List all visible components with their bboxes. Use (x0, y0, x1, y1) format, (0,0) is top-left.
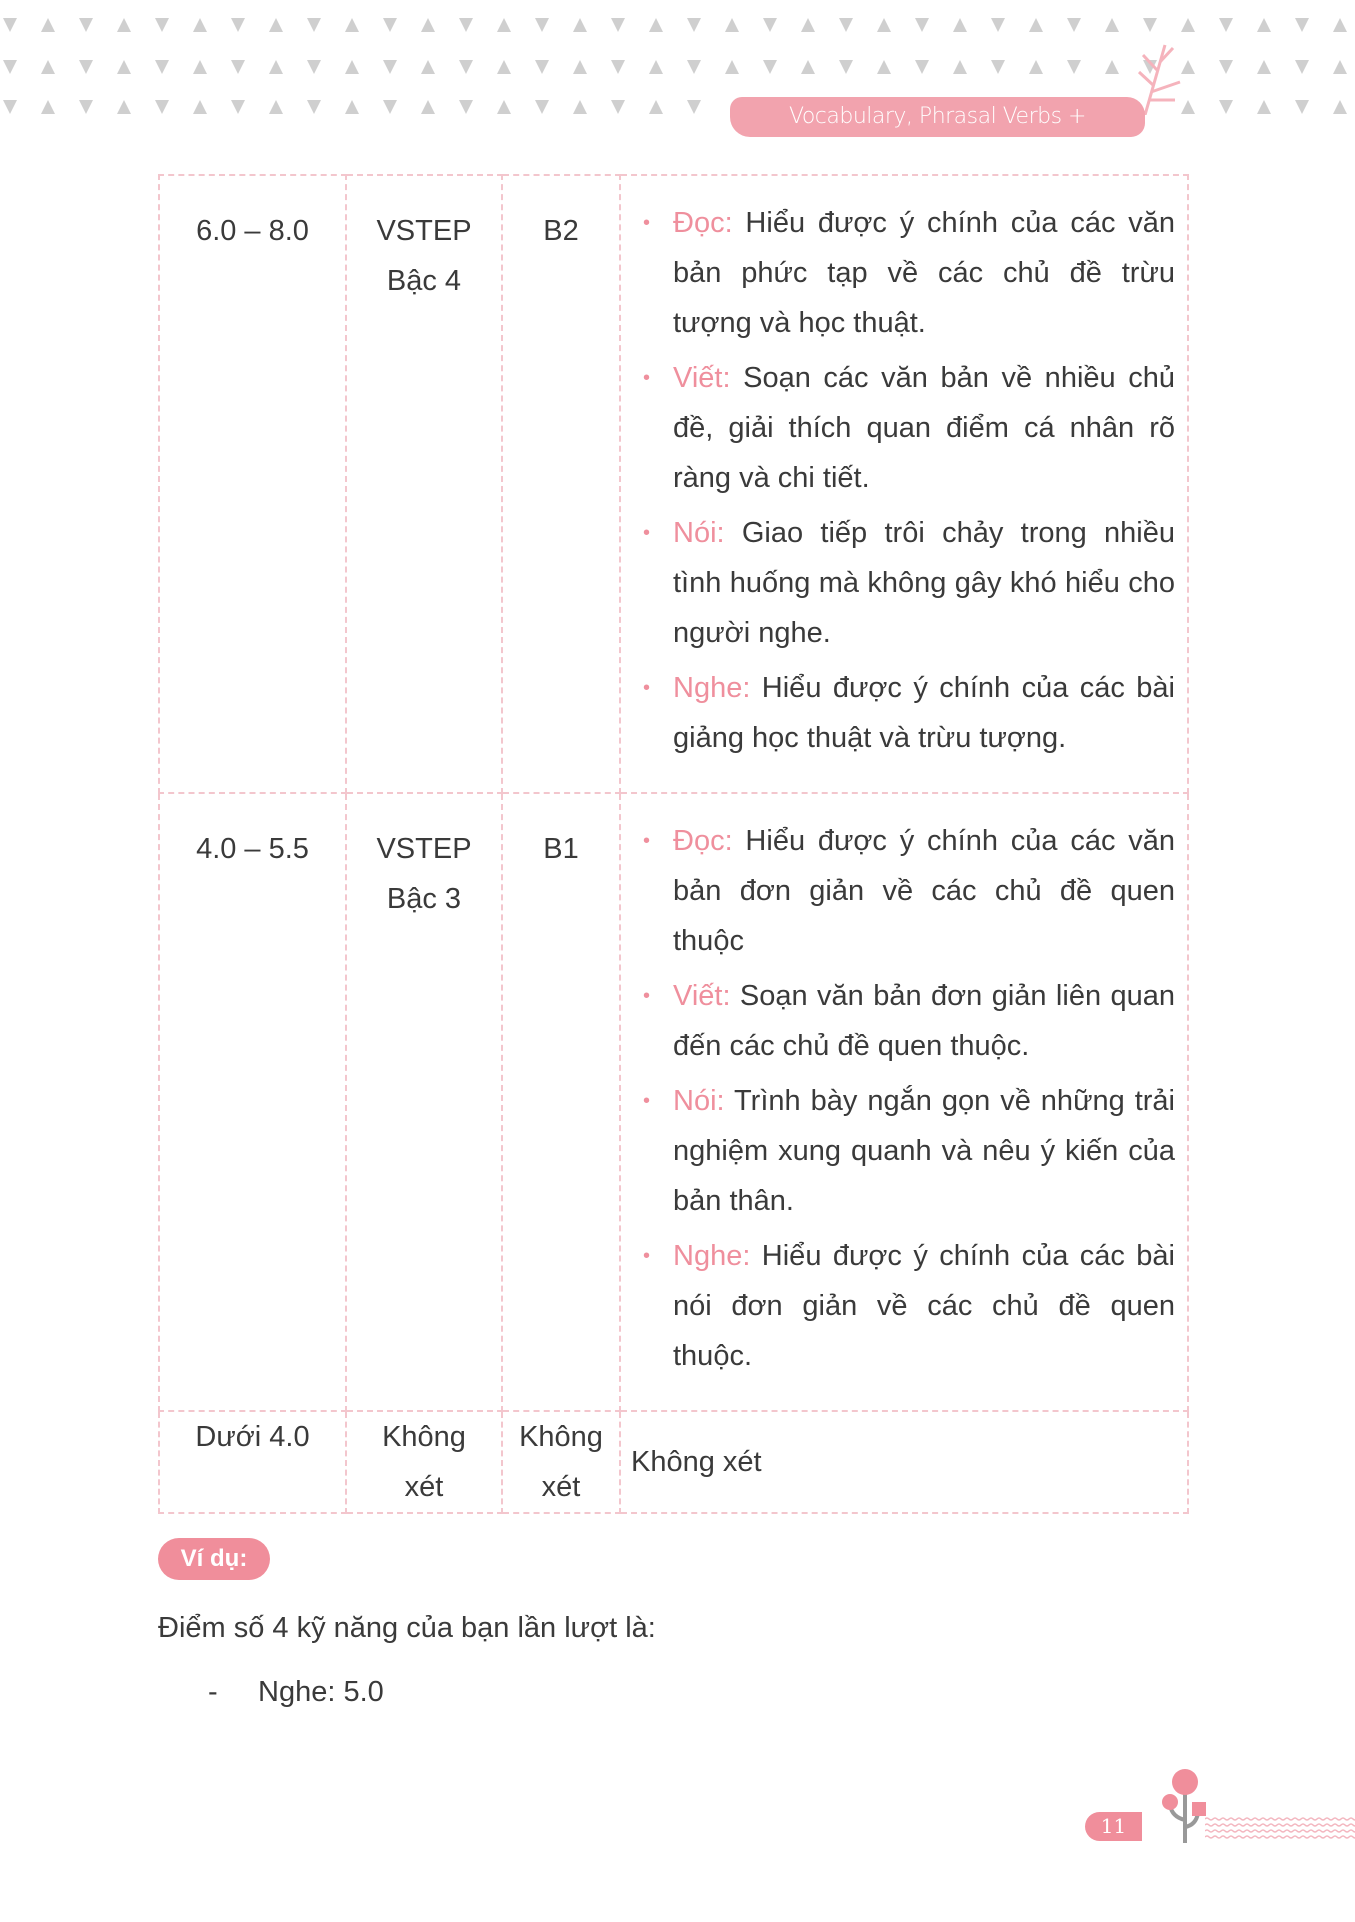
triangle-shape (1333, 18, 1347, 32)
triangle-shape (1067, 60, 1081, 74)
example-badge: Ví dụ: (158, 1538, 270, 1580)
triangle-shape (269, 100, 283, 114)
triangle-shape (801, 60, 815, 74)
triangle-shape (383, 100, 397, 114)
triangle-shape (573, 18, 587, 32)
description-cell (620, 175, 1188, 793)
triangle-shape (991, 18, 1005, 32)
triangle-shape (231, 100, 245, 114)
skill-text: Hiểu được ý chính của các văn bản phức tạp về các chủ đề trừu tượng và học thuật. (673, 207, 1175, 339)
header-banner: Vocabulary, Phrasal Verbs + Collocations (730, 97, 1145, 137)
triangle-shape (1105, 18, 1119, 32)
triangle-shape (649, 18, 663, 32)
triangle-shape (535, 100, 549, 114)
skill-text: Giao tiếp trôi chảy trong nhiều tình huống mà không gây khó hiểu cho người nghe. (673, 517, 1175, 649)
triangle-shape (573, 100, 587, 114)
vstep-line: VSTEP (376, 833, 472, 865)
triangle-shape (383, 18, 397, 32)
triangle-shape (839, 60, 853, 74)
triangle-shape (915, 18, 929, 32)
table-row (159, 793, 1188, 1411)
triangle-shape (687, 100, 701, 114)
triangle-shape (193, 60, 207, 74)
triangle-shape (41, 60, 55, 74)
triangle-shape (763, 60, 777, 74)
triangle-shape (155, 100, 169, 114)
skill-label: Nói: (673, 1085, 725, 1117)
triangle-shape (611, 18, 625, 32)
triangle-shape (193, 100, 207, 114)
triangle-shape (877, 18, 891, 32)
triangle-shape (269, 18, 283, 32)
triangle-shape (535, 60, 549, 74)
sprig-icon (1135, 40, 1185, 115)
skill-text: Soạn văn bản đơn giản liên quan đến các chủ đề quen thuộc. (673, 980, 1175, 1062)
triangle-shape (1029, 18, 1043, 32)
cefr-cell: B1 (502, 793, 620, 1411)
triangle-shape (611, 100, 625, 114)
skill-item (643, 1231, 1175, 1381)
triangle-shape (801, 18, 815, 32)
triangle-shape (459, 100, 473, 114)
triangle-shape (3, 18, 17, 32)
cefr-line: xét (541, 1471, 581, 1503)
triangle-shape (231, 18, 245, 32)
cefr-line: Không (519, 1421, 603, 1453)
dash-marker: - (208, 1676, 218, 1708)
triangle-shape (307, 18, 321, 32)
triangle-shape (1295, 100, 1309, 114)
example-item-text: Nghe: 5.0 (258, 1676, 384, 1708)
level-table (158, 174, 1189, 1514)
triangle-shape (345, 100, 359, 114)
skill-item (643, 1076, 1175, 1226)
triangle-shape (3, 60, 17, 74)
triangle-shape (1219, 18, 1233, 32)
triangle-shape (839, 18, 853, 32)
skill-item (643, 971, 1175, 1071)
triangle-shape (1257, 18, 1271, 32)
triangle-shape (1219, 60, 1233, 74)
triangle-shape (535, 18, 549, 32)
triangle-shape (1067, 18, 1081, 32)
skill-text: Hiểu được ý chính của các văn bản đơn giản về các chủ đề quen thuộc (673, 825, 1175, 957)
cefr-cell: B2 (502, 175, 620, 793)
triangle-shape (79, 100, 93, 114)
triangle-shape (915, 60, 929, 74)
description-cell (620, 793, 1188, 1411)
table-row (159, 1411, 1188, 1513)
triangle-shape (611, 60, 625, 74)
triangle-shape (1333, 60, 1347, 74)
skill-text: Soạn các văn bản về nhiều chủ đề, giải thích quan điểm cá nhân rõ ràng và chi tiết. (673, 362, 1175, 494)
skill-label: Nghe: (673, 672, 751, 704)
triangle-shape (421, 100, 435, 114)
triangle-shape (421, 60, 435, 74)
triangle-shape (1029, 60, 1043, 74)
vstep-cell (346, 1411, 502, 1513)
triangle-shape (41, 18, 55, 32)
triangle-shape (687, 18, 701, 32)
skill-item (643, 663, 1175, 763)
triangle-shape (383, 60, 397, 74)
triangle-shape (1295, 60, 1309, 74)
triangle-shape (687, 60, 701, 74)
triangle-shape (573, 60, 587, 74)
triangle-shape (1333, 100, 1347, 114)
triangle-shape (345, 18, 359, 32)
skill-label: Nói: (673, 517, 725, 549)
skill-text: Hiểu được ý chính của các bài giảng học thuật và trừu tượng. (673, 672, 1175, 754)
triangle-shape (459, 60, 473, 74)
triangle-shape (1257, 60, 1271, 74)
skill-text: Trình bày ngắn gọn về những trải nghiệm xung quanh và nêu ý kiến của bản thân. (673, 1085, 1175, 1217)
triangle-shape (117, 60, 131, 74)
page-number: 11 (1085, 1812, 1142, 1841)
vstep-cell (346, 175, 502, 793)
triangle-shape (877, 60, 891, 74)
vstep-line: Không (382, 1421, 466, 1453)
triangle-shape (649, 60, 663, 74)
wave-lines (1205, 1815, 1355, 1845)
cefr-cell (502, 1411, 620, 1513)
triangle-shape (991, 60, 1005, 74)
triangle-shape (1295, 18, 1309, 32)
triangle-shape (193, 18, 207, 32)
description-cell: Không xét (620, 1411, 1188, 1513)
vstep-line: VSTEP (376, 215, 472, 247)
skill-label: Đọc: (673, 825, 733, 857)
vstep-line: Bậc 3 (386, 883, 462, 915)
example-intro: Điểm số 4 kỹ năng của bạn lần lượt là: (158, 1612, 656, 1644)
score-cell: 6.0 – 8.0 (159, 175, 346, 793)
score-cell: Dưới 4.0 (159, 1411, 346, 1513)
triangle-shape (763, 18, 777, 32)
skill-item (643, 198, 1175, 348)
triangle-shape (1143, 18, 1157, 32)
triangle-shape (649, 100, 663, 114)
triangle-shape (1105, 60, 1119, 74)
triangle-shape (421, 18, 435, 32)
vstep-line: xét (404, 1471, 444, 1503)
skill-item (643, 508, 1175, 658)
triangle-shape (1181, 18, 1195, 32)
triangle-shape (725, 60, 739, 74)
triangle-shape (307, 100, 321, 114)
triangle-shape (3, 100, 17, 114)
triangle-shape (231, 60, 245, 74)
triangle-shape (155, 18, 169, 32)
triangle-shape (497, 60, 511, 74)
score-cell: 4.0 – 5.5 (159, 793, 346, 1411)
table-row (159, 175, 1188, 793)
triangle-shape (41, 100, 55, 114)
triangle-shape (459, 18, 473, 32)
triangle-shape (953, 18, 967, 32)
triangle-shape (953, 60, 967, 74)
skill-text: Hiểu được ý chính của các bài nói đơn giản về các chủ đề quen thuộc. (673, 1240, 1175, 1372)
triangle-shape (269, 60, 283, 74)
triangle-shape (307, 60, 321, 74)
triangle-shape (1257, 100, 1271, 114)
triangle-shape (497, 18, 511, 32)
skill-item (643, 816, 1175, 966)
triangle-shape (155, 60, 169, 74)
triangle-shape (725, 18, 739, 32)
triangle-shape (345, 60, 359, 74)
skill-label: Đọc: (673, 207, 733, 239)
skill-label: Viết: (673, 362, 731, 394)
triangle-shape (117, 18, 131, 32)
skill-label: Nghe: (673, 1240, 751, 1272)
triangle-shape (79, 18, 93, 32)
triangle-shape (117, 100, 131, 114)
example-item (208, 1676, 384, 1709)
triangle-shape (1219, 100, 1233, 114)
vstep-cell (346, 793, 502, 1411)
triangle-shape (497, 100, 511, 114)
triangle-shape (79, 60, 93, 74)
vstep-line: Bậc 4 (386, 265, 462, 297)
skill-label: Viết: (673, 980, 731, 1012)
skill-item (643, 353, 1175, 503)
tree-icon (1158, 1765, 1208, 1845)
